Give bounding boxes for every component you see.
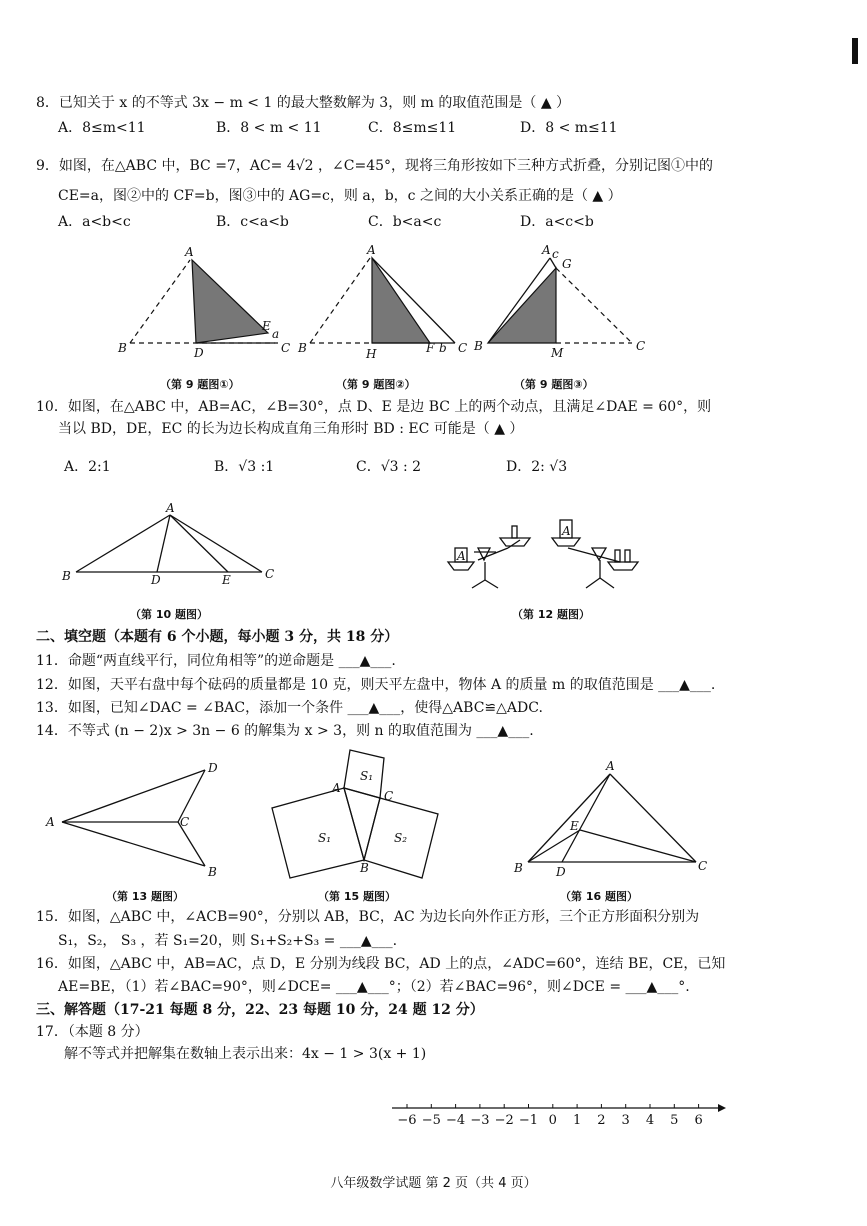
number-line-tick-label: 3 — [621, 1113, 630, 1128]
fig2-label-b: B — [298, 341, 307, 355]
q8-option-c: C．8≤m≤11 — [368, 120, 457, 136]
q10-label-a: A — [166, 501, 175, 515]
q10-label-c: C — [265, 567, 275, 581]
fig1-label-d: D — [194, 346, 204, 360]
fig3-label-a: A — [542, 243, 551, 257]
q17-stem: 解不等式并把解集在数轴上表示出来：4x − 1 > 3(x + 1) — [64, 1046, 427, 1062]
q12-balance-right — [552, 520, 638, 588]
q15-label-s1: S₁ — [318, 831, 332, 845]
q17-title: 17．（本题 8 分） — [36, 1024, 149, 1040]
number-line-tick-label: −4 — [446, 1113, 466, 1128]
q13-label-b: B — [208, 865, 217, 879]
fig2-label-h: H — [366, 347, 377, 361]
q15-label-c: C — [384, 789, 394, 803]
q12-caption: （第 12 题图） — [512, 608, 590, 621]
fig3-label-b: B — [474, 339, 483, 353]
q12-left-label-a: A — [457, 549, 466, 563]
q12-right-label-a: A — [562, 524, 571, 538]
q13-label-a: A — [46, 815, 55, 829]
q16-label-e: E — [570, 819, 579, 833]
q15-line1: 15．如图，△ABC 中，∠ACB=90°，分别以 AB，BC，AC 为边长向外作正方形，三个正方形面积分别为 — [36, 909, 700, 925]
fig2-label-c: C — [458, 341, 468, 355]
q10-caption: （第 10 题图） — [130, 608, 208, 621]
q15-label-a: A — [332, 781, 341, 795]
q10-option-c: C．√3 : 2 — [356, 459, 422, 475]
fig1-label-a-small: a — [272, 327, 280, 341]
fig1-label-e: E — [262, 319, 271, 333]
q16-label-c: C — [698, 859, 708, 873]
q13-label-d: D — [208, 761, 218, 775]
q9-line1: 9．如图，在△ABC 中，BC =7，AC= 4√2 ，∠C=45°，现将三角形按如下三种方式折叠，分别记图①中的 — [36, 158, 714, 174]
q11: 11．命题“两直线平行，同位角相等”的逆命题是 ___▲___. — [36, 653, 396, 669]
page-footer: 八年级数学试题 第 2 页（共 4 页） — [330, 1176, 537, 1191]
q12-balance-left — [448, 526, 530, 588]
number-line-tick-label: −6 — [397, 1113, 417, 1128]
q16-line2: AE=BE，（1）若∠BAC=90°，则∠DCE= ___▲___°；（2）若∠BAC=96°，则∠DCE = ___▲___°. — [58, 979, 690, 995]
q10-line1: 10．如图，在△ABC 中，AB=AC，∠B=30°，点 D、E 是边 BC 上的两个动点，且满足∠DAE = 60°，则 — [36, 399, 712, 415]
q16-figure — [513, 759, 707, 879]
q16-label-b: B — [514, 861, 523, 875]
q10-line2: 当以 BD，DE，EC 的长为边长构成直角三角形时 BD : EC 可能是（ ▲ ） — [58, 421, 524, 437]
q16-label-a: A — [606, 759, 615, 773]
q9-figure-2 — [297, 243, 467, 361]
q15-caption: （第 15 题图） — [318, 890, 396, 903]
number-line-tick-label: −5 — [421, 1113, 441, 1128]
q9-option-a: A．a<b<c — [58, 214, 131, 230]
fig3-label-g: G — [562, 257, 572, 271]
q13-figure — [45, 761, 218, 879]
q13-caption: （第 13 题图） — [106, 890, 184, 903]
fig1-label-c: C — [281, 341, 291, 355]
fig1-label-b: B — [118, 341, 127, 355]
fig3-label-m: M — [551, 346, 564, 360]
number-line-tick-label: 1 — [572, 1113, 582, 1128]
q10-figure — [61, 501, 274, 587]
number-line-tick-label: −1 — [518, 1113, 539, 1128]
q16-line1: 16．如图，△ABC 中，AB=AC，点 D，E 分别为线段 BC，AD 上的点，∠ADC=60°，连结 BE，CE，已知 — [36, 956, 726, 972]
q16-label-d: D — [556, 865, 566, 879]
number-line-tick-label: 6 — [694, 1113, 703, 1128]
number-line-tick-label: −3 — [470, 1113, 490, 1128]
fig3-label-c-small: c — [552, 247, 559, 261]
q9-caption-2: （第 9 题图②） — [336, 378, 416, 391]
fig2-label-b-small: b — [439, 341, 447, 355]
q10-option-b: B．√3 :1 — [214, 459, 275, 475]
q10-label-b: B — [62, 569, 71, 583]
q8-option-d: D．8 < m≤11 — [520, 120, 618, 136]
q8-option-a: A．8≤m<11 — [58, 120, 146, 136]
number-line — [392, 1104, 726, 1128]
q10-option-d: D．2: √3 — [506, 459, 568, 475]
q13-label-c: C — [180, 815, 190, 829]
q14: 14．不等式 (n − 2)x > 3n − 6 的解集为 x > 3，则 n 的取值范围为 ___▲___. — [36, 723, 534, 739]
section-3-heading: 三、解答题（17-21 每题 8 分，22、23 每题 10 分，24 题 12 分） — [36, 1002, 484, 1018]
number-line-tick-label: 4 — [645, 1113, 655, 1128]
q15-line2: S₁，S₂， S₃ ，若 S₁=20，则 S₁+S₂+S₃ = ___▲___. — [58, 933, 398, 949]
q15-label-s1-top: S₁ — [360, 769, 374, 783]
q15-label-b: B — [360, 861, 369, 875]
q12: 12．如图，天平右盘中每个砝码的质量都是 10 克，则天平左盘中，物体 A 的质量 m 的取值范围是 ___▲___. — [36, 677, 716, 693]
q9-caption-3: （第 9 题图③） — [514, 378, 594, 391]
number-line-tick-label: 5 — [670, 1113, 679, 1128]
fig2-label-a: A — [367, 243, 376, 257]
q15-figure — [272, 750, 438, 878]
q9-caption-1: （第 9 题图①） — [160, 378, 240, 391]
q15-label-s2: S₂ — [394, 831, 408, 845]
q8-option-b: B．8 < m < 11 — [216, 120, 322, 136]
number-line-tick-label: 0 — [548, 1113, 557, 1128]
q9-figure-3 — [473, 243, 645, 360]
q9-option-d: D．a<c<b — [520, 214, 594, 230]
number-line-tick-label: 2 — [597, 1113, 606, 1128]
q9-option-b: B．c<a<b — [216, 214, 289, 230]
q13: 13．如图，已知∠DAC = ∠BAC，添加一个条件 ___▲___，使得△ABC≌△ADC. — [36, 700, 543, 716]
q10-option-a: A．2:1 — [64, 459, 111, 475]
q9-line2: CE=a，图②中的 CF=b，图③中的 AG=c，则 a，b，c 之间的大小关系正确的是（ ▲ ） — [58, 188, 622, 204]
q9-option-c: C．b<a<c — [368, 214, 442, 230]
fig1-label-a: A — [185, 245, 194, 259]
q16-caption: （第 16 题图） — [560, 890, 638, 903]
q8-stem: 8．已知关于 x 的不等式 3x − m < 1 的最大整数解为 3，则 m 的取值范围是（ ▲ ） — [36, 95, 571, 111]
q10-label-d: D — [151, 573, 161, 587]
fig2-label-f: F — [426, 341, 435, 355]
fig3-label-c: C — [636, 339, 646, 353]
q9-figure-1 — [117, 245, 290, 360]
number-line-tick-label: −2 — [494, 1113, 514, 1128]
section-2-heading: 二、填空题（本题有 6 个小题，每小题 3 分，共 18 分） — [36, 629, 399, 645]
q10-label-e: E — [222, 573, 231, 587]
